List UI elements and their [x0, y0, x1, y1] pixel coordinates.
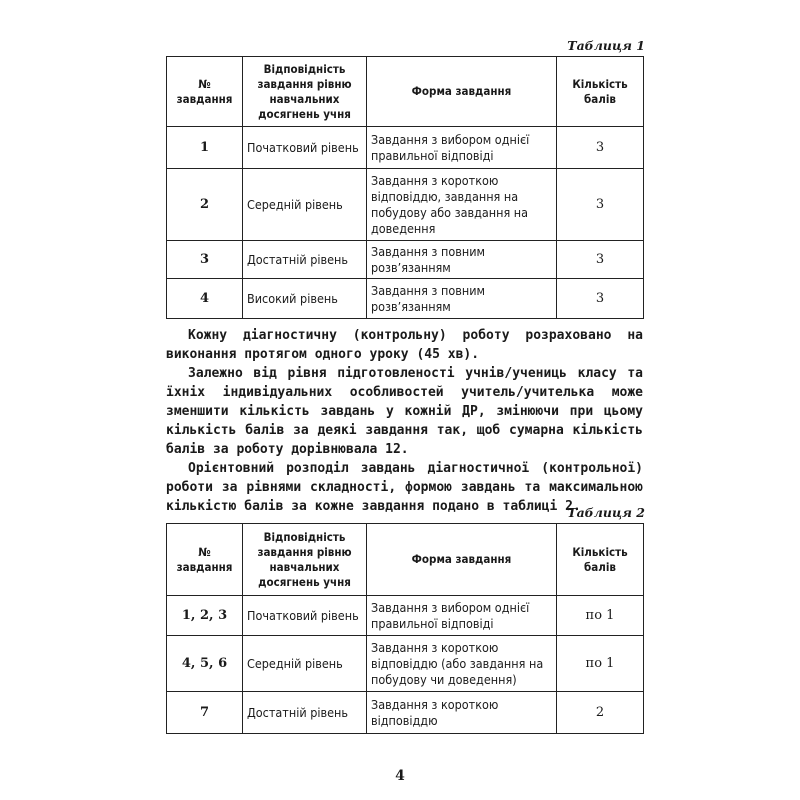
task-points: 3 [557, 169, 644, 241]
header-level: Відповідність завдання рівню навчальних досягнень учня [243, 57, 367, 127]
task-number: 7 [167, 692, 243, 734]
task-points: 3 [557, 127, 644, 169]
task-level: Високий рівень [243, 279, 367, 319]
table1-caption: Таблиця 1 [567, 38, 645, 53]
header-points: Кількість балів [557, 57, 644, 127]
task-form: Завдання з короткою відповіддю, завдання на побудову або завдання на доведення [367, 169, 557, 241]
task-points: 3 [557, 241, 644, 279]
table2-caption: Таблиця 2 [567, 505, 645, 520]
table1 [166, 56, 644, 319]
header-task-number: № завдання [167, 524, 243, 596]
task-points: по 1 [557, 636, 644, 692]
task-number: 4 [167, 279, 243, 319]
task-level: Достатній рівень [243, 692, 367, 734]
paragraph: Орієнтовний розподіл завдань діагностичної (контрольної) роботи за рівнями складності, формою завдань та максимальною кількістю балів за кожне завдання подано в таблиці 2. [166, 461, 643, 514]
body-text [166, 326, 643, 516]
task-points: по 1 [557, 596, 644, 636]
header-points: Кількість балів [557, 524, 644, 596]
task-form: Завдання з повним розв’язанням [367, 241, 557, 279]
task-level: Початковий рівень [243, 127, 367, 169]
header-form: Форма завдання [367, 524, 557, 596]
table-row [167, 241, 644, 279]
task-points: 2 [557, 692, 644, 734]
table2 [166, 523, 644, 734]
task-form: Завдання з вибором однієї правильної відповіді [367, 596, 557, 636]
table2-header-row [167, 524, 644, 596]
table-row [167, 127, 644, 169]
task-level: Середній рівень [243, 636, 367, 692]
table-row [167, 596, 644, 636]
task-number: 1, 2, 3 [167, 596, 243, 636]
task-number: 2 [167, 169, 243, 241]
task-form: Завдання з вибором однієї правильної відповіді [367, 127, 557, 169]
paragraph: Залежно від рівня підготовленості учнів/учениць класу та їхніх індивідуальних особливостей учитель/учителька може зменшити кількість завдань у кожній ДР, змінюючи при цьому кількість балів за деякі завдання так, щоб сумарна кількість балів за роботу дорівнювала 12. [166, 366, 643, 457]
header-task-number: № завдання [167, 57, 243, 127]
table-row [167, 636, 644, 692]
task-number: 1 [167, 127, 243, 169]
table-row [167, 692, 644, 734]
task-level: Початковий рівень [243, 596, 367, 636]
table-row [167, 279, 644, 319]
task-form: Завдання з короткою відповіддю (або завдання на побудову чи доведення) [367, 636, 557, 692]
task-form: Завдання з короткою відповіддю [367, 692, 557, 734]
task-number: 4, 5, 6 [167, 636, 243, 692]
table1-header-row [167, 57, 644, 127]
header-level: Відповідність завдання рівню навчальних досягнень учня [243, 524, 367, 596]
page-number: 4 [395, 768, 405, 784]
task-number: 3 [167, 241, 243, 279]
task-level: Достатній рівень [243, 241, 367, 279]
table-row [167, 169, 644, 241]
paragraph: Кожну діагностичну (контрольну) роботу розраховано на виконання протягом одного уроку (45 хв). [166, 328, 643, 362]
task-level: Середній рівень [243, 169, 367, 241]
task-form: Завдання з повним розв’язанням [367, 279, 557, 319]
header-form: Форма завдання [367, 57, 557, 127]
task-points: 3 [557, 279, 644, 319]
